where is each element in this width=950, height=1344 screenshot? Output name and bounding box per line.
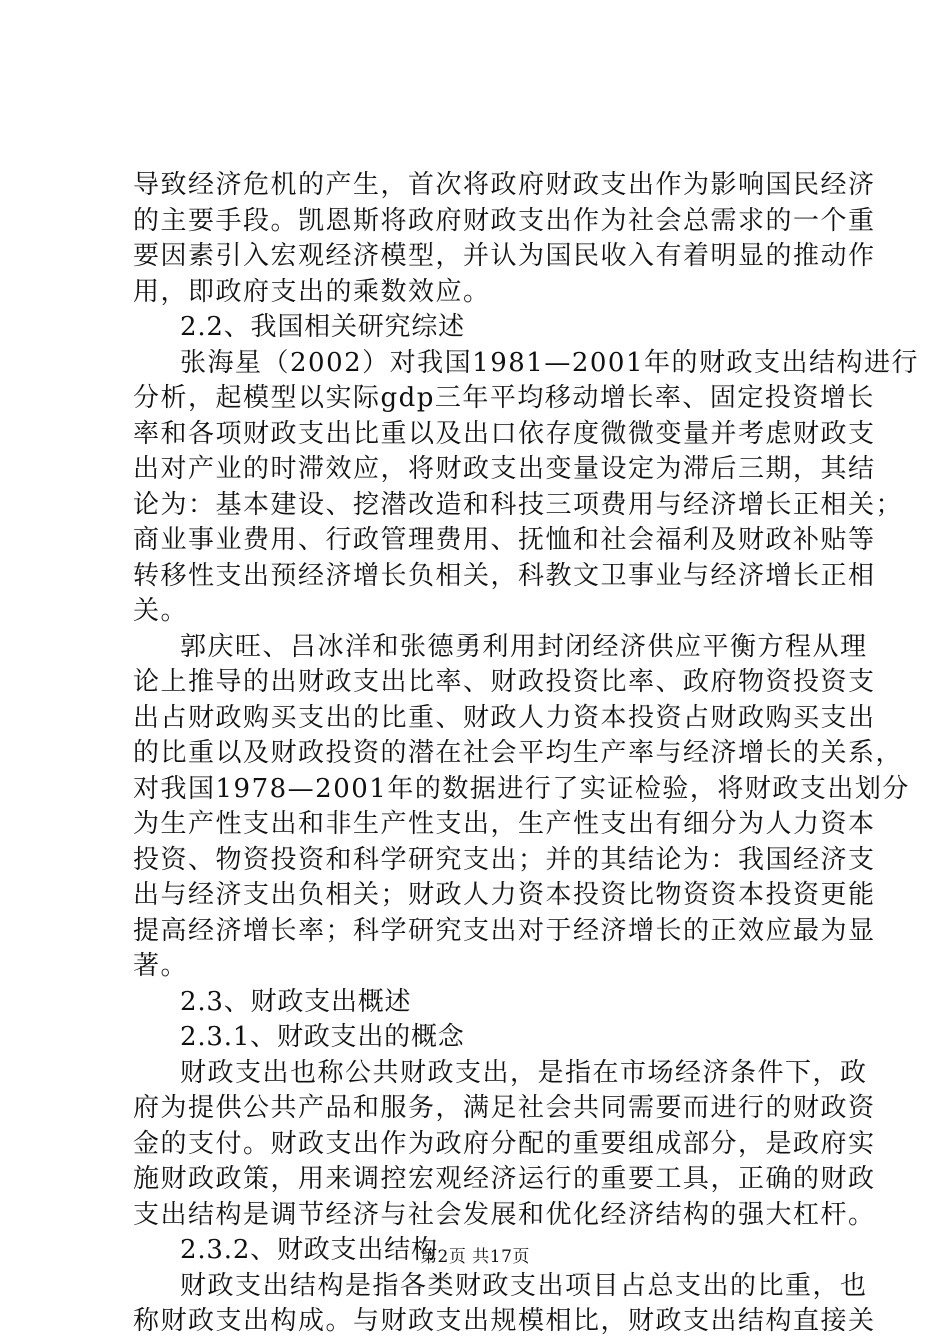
- section-heading: 2.3.2、财政支出结构: [180, 1235, 438, 1265]
- paragraph-line: 称财政支出构成。与财政支出规模相比，财政支出结构直接关: [133, 1306, 876, 1336]
- body-text: [133, 168, 920, 1340]
- paragraph-line: 支出结构是调节经济与社会发展和优化经济结构的强大杠杆。: [133, 1199, 876, 1230]
- paragraph-line: 出对产业的时滞效应，将财政支出变量设定为滞后三期，其结: [133, 454, 876, 484]
- paragraph-line: 关。: [133, 596, 189, 626]
- paragraph-line: 论为：基本建设、挖潜改造和科技三项费用与经济增长正相关；: [133, 489, 904, 520]
- section-heading: 2.2、我国相关研究综述: [180, 312, 465, 342]
- paragraph-line: 府为提供公共产品和服务，满足社会共同需要而进行的财政资: [133, 1093, 876, 1123]
- paragraph-line: 的比重以及财政投资的潜在社会平均生产率与经济增长的关系，: [133, 738, 904, 768]
- paragraph-line: 金的支付。财政支出作为政府分配的重要组成部分，是政府实: [133, 1128, 876, 1159]
- paragraph-line: 提高经济增长率；科学研究支出对于经济增长的正效应最为显: [133, 915, 876, 946]
- paragraph-line: 投资、物资投资和科学研究支出；并的其结论为：我国经济支: [133, 844, 876, 875]
- paragraph-line: 商业事业费用、行政管理费用、抚恤和社会福利及财政补贴等: [133, 525, 876, 555]
- paragraph-line: 用，即政府支出的乘数效应。: [133, 276, 491, 307]
- paragraph-line: 张海星（2002）对我国1981—2001年的财政支出结构进行: [180, 347, 920, 378]
- paragraph-line: 著。: [133, 951, 189, 981]
- section-heading: 2.3.1、财政支出的概念: [180, 1022, 465, 1052]
- paragraph-line: 郭庆旺、吕冰洋和张德勇利用封闭经济供应平衡方程从理: [180, 631, 868, 662]
- page-footer: 第2页 共17页: [420, 1247, 530, 1267]
- paragraph-line: 为生产性支出和非生产性支出，生产性支出有细分为人力资本: [133, 809, 876, 839]
- paragraph-line: 施财政政策，用来调控宏观经济运行的重要工具，正确的财政: [133, 1164, 876, 1194]
- paragraph-line: 财政支出也称公共财政支出，是指在市场经济条件下，政: [180, 1057, 868, 1088]
- paragraph-line: 率和各项财政支出比重以及出口依存度微微变量并考虑财政支: [133, 418, 876, 449]
- paragraph-line: 财政支出结构是指各类财政支出项目占总支出的比重，也: [180, 1270, 868, 1301]
- paragraph-line: 出占财政购买支出的比重、财政人力资本投资占财政购买支出: [133, 702, 876, 733]
- paragraph-line: 对我国1978—2001年的数据进行了实证检验，将财政支出划分: [133, 773, 910, 804]
- section-heading: 2.3、财政支出概述: [180, 986, 412, 1017]
- paragraph-line: 导致经济危机的产生，首次将政府财政支出作为影响国民经济: [133, 170, 876, 200]
- paragraph-line: 转移性支出预经济增长负相关，科教文卫事业与经济增长正相: [133, 560, 876, 591]
- paragraph-line: 出与经济支出负相关；财政人力资本投资比物资资本投资更能: [133, 880, 876, 910]
- paragraph-line: 分析，起模型以实际gdp三年平均移动增长率、固定投资增长: [133, 383, 875, 413]
- paragraph-line: 要因素引入宏观经济模型，并认为国民收入有着明显的推动作: [133, 241, 876, 271]
- paragraph-line: 论上推导的出财政支出比率、财政投资比率、政府物资投资支: [133, 667, 876, 697]
- paragraph-line: 的主要手段。凯恩斯将政府财政支出作为社会总需求的一个重: [133, 205, 876, 236]
